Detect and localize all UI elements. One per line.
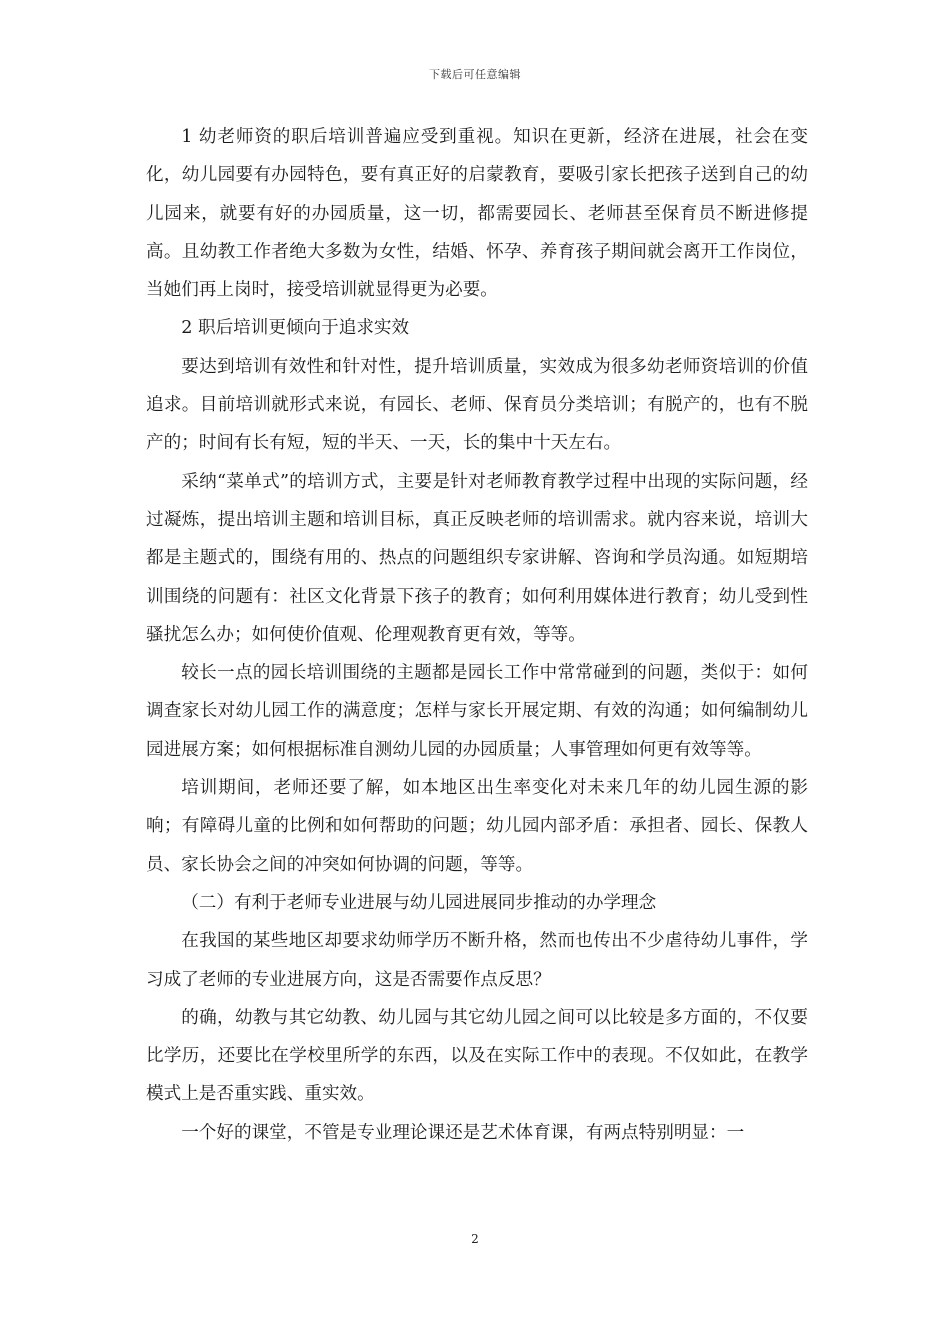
paragraph-5: 较长一点的园长培训围绕的主题都是园长工作中常常碰到的问题，类似于：如何调查家长对幼儿园工作的满意度；怎样与家长开展定期、有效的沟通；如何编制幼儿园进展方案；如何根据标准自测幼儿园的办园质量；人事管理如何更有效等等。 xyxy=(146,663,808,760)
paragraph-1: 1 幼老师资的职后培训普遍应受到重视。知识在更新，经济在进展，社会在变化，幼儿园要有办园特色，要有真正好的启蒙教育，要吸引家长把孩子送到自己的幼儿园来，就要有好的办园质量，这一切，都需要园长、老师甚至保育员不断进修提高。且幼教工作者绝大多数为女性，结婚、怀孕、养育孩子期间就会离开工作岗位，当她们再上岗时，接受培训就显得更为必要。 xyxy=(146,127,808,301)
paragraph-10: 一个好的课堂，不管是专业理论课还是艺术体育课，有两点特别明显：一 xyxy=(181,1122,745,1143)
page-number: 2 xyxy=(471,1232,479,1246)
paragraph-6: 培训期间，老师还要了解，如本地区出生率变化对未来几年的幼儿园生源的影响；有障碍儿童的比例和如何帮助的问题；幼儿园内部矛盾：承担者、园长、保教人员、家长协会之间的冲突如何协调的问题，等等。 xyxy=(146,778,808,875)
paragraph-3: 要达到培训有效性和针对性，提升培训质量，实效成为很多幼老师资培训的价值追求。目前培训就形式来说，有园长、老师、保育员分类培训；有脱产的，也有不脱产的；时间有长有短，短的半天、一天，长的集中十天左右。 xyxy=(146,356,808,454)
section-heading-2: 2 职后培训更倾向于追求实效 xyxy=(181,318,410,339)
page-header-note: 下载后可任意编辑 xyxy=(429,68,521,81)
paragraph-8: 在我国的某些地区却要求幼师学历不断升格，然而也传出不少虐待幼儿事件，学习成了老师的专业进展方向，这是否需要作点反思？ xyxy=(146,931,808,990)
section-heading-2b: （二）有利于老师专业进展与幼儿园进展同步推动的办学理念 xyxy=(181,892,657,913)
paragraph-4: 采纳“菜单式”的培训方式，主要是针对老师教育教学过程中出现的实际问题，经过凝炼，提出培训主题和培训目标，真正反映老师的培训需求。就内容来说，培训大都是主题式的，围绕有用的、热点的问题组织专家讲解、咨询和学员沟通。如短期培训围绕的问题有：社区文化背景下孩子的教育；如何利用媒体进行教育；幼儿受到性骚扰怎么办；如何使价值观、伦理观教育更有效，等等。 xyxy=(146,471,808,645)
document-body xyxy=(146,118,808,1152)
paragraph-9: 的确，幼教与其它幼教、幼儿园与其它幼儿园之间可以比较是多方面的，不仅要比学历，还要比在学校里所学的东西，以及在实际工作中的表现。不仅如此，在教学模式上是否重实践、重实效。 xyxy=(146,1007,808,1105)
